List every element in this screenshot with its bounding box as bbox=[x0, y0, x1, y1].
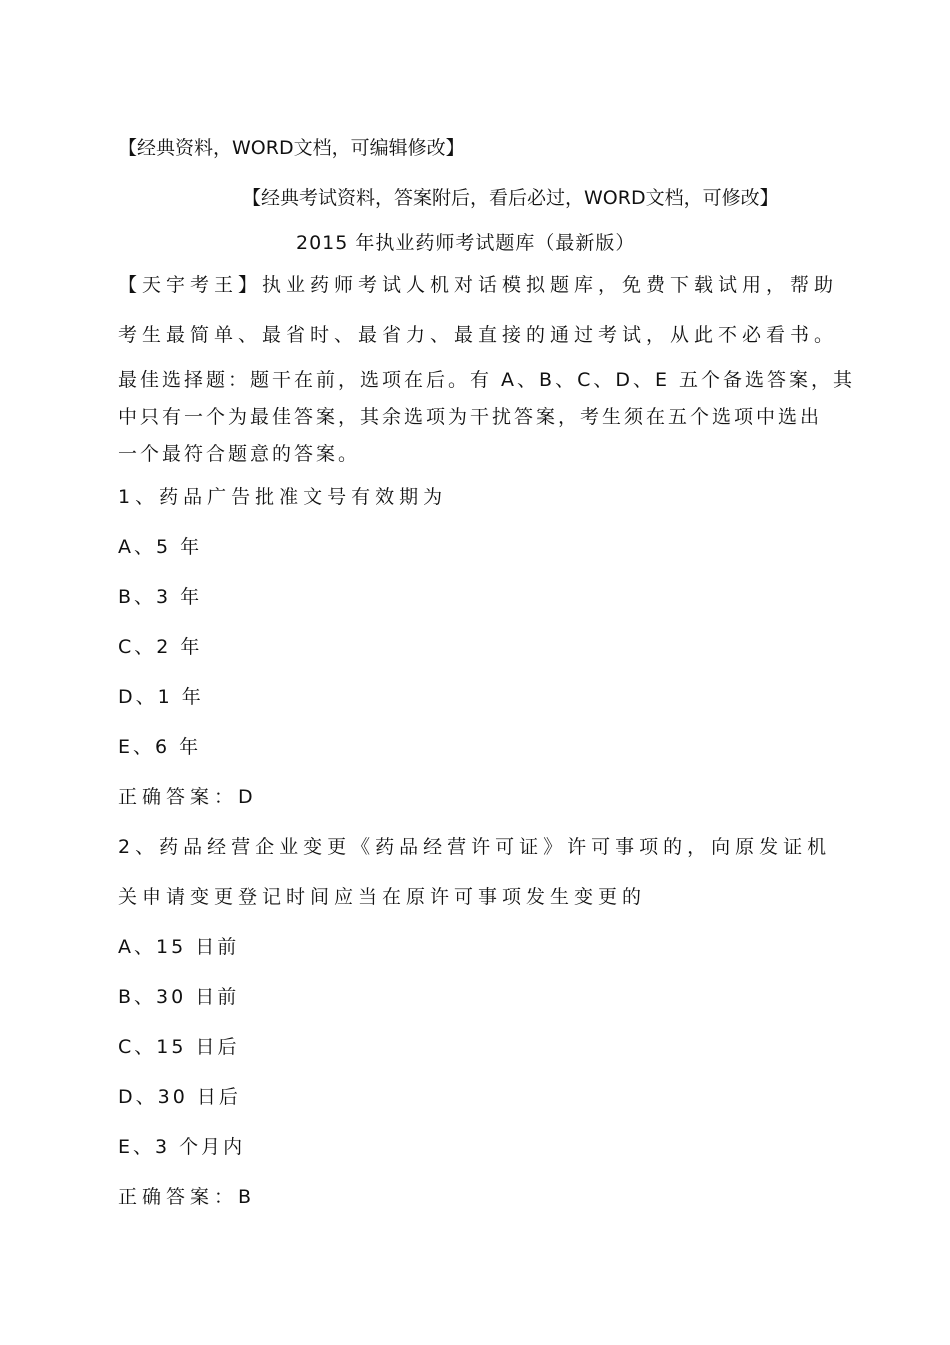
option-a: A、15 日前 bbox=[118, 936, 240, 958]
page-title: 2015 年执业药师考试题库（最新版） bbox=[296, 232, 636, 254]
instructions-line-1: 最佳选择题：题干在前，选项在后。有 A、B、C、D、E 五个备选答案，其 bbox=[118, 369, 856, 391]
option-b: B、30 日前 bbox=[118, 986, 240, 1008]
option-c: C、2 年 bbox=[118, 636, 203, 658]
banner-center: 【经典考试资料，答案附后，看后必过，WORD文档，可修改】 bbox=[242, 187, 779, 209]
option-d: D、30 日后 bbox=[118, 1086, 241, 1108]
option-c: C、15 日后 bbox=[118, 1036, 240, 1058]
instructions-line-2: 中只有一个为最佳答案，其余选项为干扰答案，考生须在五个选项中选出 bbox=[118, 406, 823, 428]
banner-left: 【经典资料，WORD文档，可编辑修改】 bbox=[118, 137, 465, 159]
option-e: E、6 年 bbox=[118, 736, 202, 758]
option-a: A、5 年 bbox=[118, 536, 203, 558]
instructions-line-3: 一个最符合题意的答案。 bbox=[118, 443, 361, 465]
intro-line-1: 【天宇考王】执业药师考试人机对话模拟题库，免费下载试用，帮助 bbox=[118, 274, 839, 296]
intro-line-2: 考生最简单、最省时、最省力、最直接的通过考试，从此不必看书。 bbox=[118, 324, 839, 346]
option-b: B、3 年 bbox=[118, 586, 203, 608]
question-stem-line-1: 2、药品经营企业变更《药品经营许可证》许可事项的，向原发证机 bbox=[118, 836, 832, 858]
question-stem-line-2: 关申请变更登记时间应当在原许可事项发生变更的 bbox=[118, 886, 647, 908]
correct-answer: 正确答案：D bbox=[118, 786, 258, 808]
question-stem: 1、药品广告批准文号有效期为 bbox=[118, 486, 448, 508]
option-d: D、1 年 bbox=[118, 686, 204, 708]
correct-answer: 正确答案：B bbox=[118, 1186, 257, 1208]
option-e: E、3 个月内 bbox=[118, 1136, 246, 1158]
